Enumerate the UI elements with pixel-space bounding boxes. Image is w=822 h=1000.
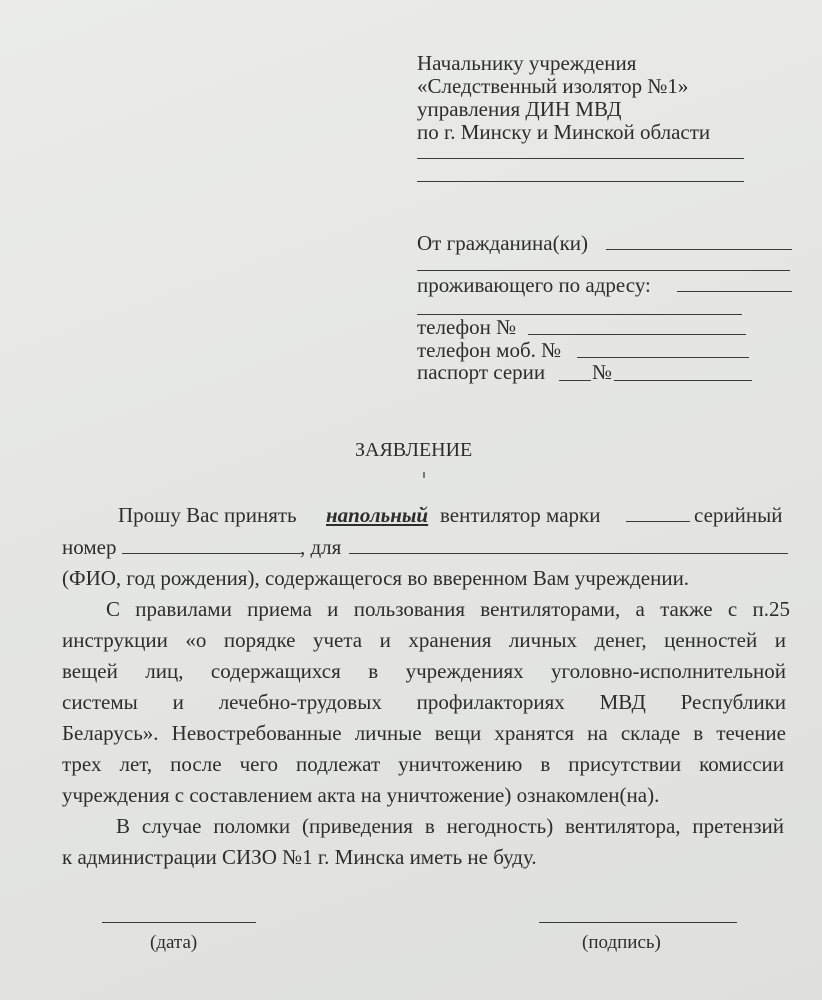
date-field[interactable] [102,922,256,923]
mobile-phone-field[interactable] [577,357,749,358]
address-field[interactable] [677,291,792,292]
claims-paragraph-line-2: к администрации СИЗО №1 г. Минска иметь не буду. [62,845,537,869]
passport-number-field[interactable] [614,380,752,381]
from-citizen-field-2[interactable] [417,270,790,271]
from-citizen-field[interactable] [606,249,792,250]
serial-number-label: номер [62,535,117,559]
rules-paragraph-line-6: трех лет, после чего подлежат уничтожению в присутствии комиссии [62,752,784,776]
addressee-line-2: «Следственный изолятор №1» [417,74,689,98]
fan-brand-label: вентилятор марки [440,503,601,527]
small-mark [423,472,425,478]
fan-type-emphasis: напольный [326,503,429,527]
address-label: проживающего по адресу: [417,273,651,297]
from-citizen-label: От гражданина(ки) [417,231,589,255]
rules-paragraph-line-2: инструкции «о порядке учета и хранения личных денег, ценностей и [62,628,786,652]
serial-number-field[interactable] [122,553,301,554]
request-text-start: Прошу Вас принять [118,503,297,527]
for-label: , для [300,535,342,559]
serial-label: серийный [694,503,783,527]
date-label: (дата) [150,932,198,953]
signature-field[interactable] [539,922,737,923]
recipient-description: (ФИО, год рождения), содержащегося во вверенном Вам учреждении. [62,566,690,590]
rules-paragraph-line-1: С правилами приема и пользования вентиляторами, а также с п.25 [106,597,790,621]
signature-label: (подпись) [582,932,661,953]
rules-paragraph-line-5: Беларусь». Невостребованные личные вещи хранятся на складе в течение [62,721,786,745]
document-title: ЗАЯВЛЕНИЕ [355,439,473,461]
addressee-line-3: управления ДИН МВД [417,97,622,121]
addressee-blank-line-2[interactable] [417,181,744,182]
fan-brand-field[interactable] [626,521,690,522]
recipient-field[interactable] [349,553,788,554]
claims-paragraph-line-1: В случае поломки (приведения в негодность) вентилятора, претензий [116,814,784,838]
mobile-phone-label: телефон моб. № [417,338,562,362]
passport-number-label: № [592,360,613,384]
phone-field[interactable] [528,334,746,335]
rules-paragraph-line-3: вещей лиц, содержащихся в учреждениях уголовно-исполнительной [62,659,786,683]
rules-paragraph-line-7: учреждения с составлением акта на уничтожение) ознакомлен(на). [62,783,660,807]
phone-label: телефон № [417,315,517,339]
rules-paragraph-line-4: системы и лечебно-трудовых профилакториях МВД Республики [62,690,786,714]
addressee-blank-line-1[interactable] [417,158,744,159]
addressee-line-4: по г. Минску и Минской области [417,120,711,144]
addressee-line-1: Начальнику учреждения [417,51,637,75]
passport-series-label: паспорт серии [417,360,546,384]
passport-series-field[interactable] [559,380,591,381]
